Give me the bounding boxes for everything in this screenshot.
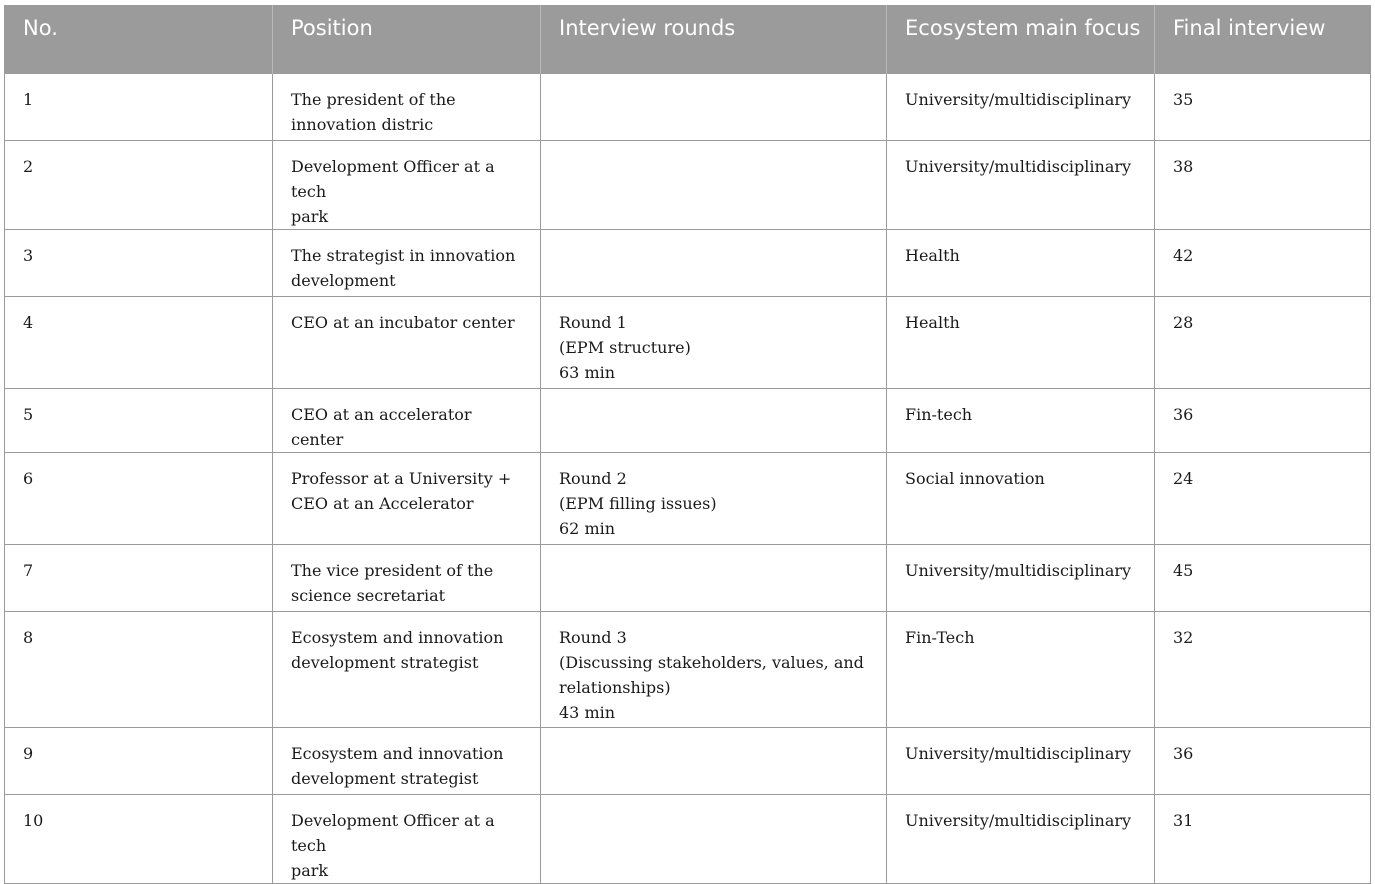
cell-position-line: CEO at an accelerator center (291, 404, 472, 449)
table-row (5, 544, 1371, 611)
cell-position-line: The strategist in innovation (291, 245, 516, 265)
cell-no: 6 (5, 452, 273, 544)
cell-position-line: development strategist (291, 652, 479, 672)
cell-position-line: park (291, 206, 329, 226)
table-row (5, 296, 1371, 388)
cell-position (273, 73, 541, 140)
cell-position (273, 388, 541, 452)
cell-position-line: Professor at a University + (291, 468, 512, 488)
cell-position-line: CEO at an incubator center (291, 312, 515, 332)
cell-final-interview: 36 (1155, 727, 1371, 794)
cell-no: 1 (5, 73, 273, 140)
header-interview-rounds: Interview rounds (541, 5, 887, 73)
table-row (5, 388, 1371, 452)
cell-position-line: science secretariat (291, 585, 446, 605)
cell-ecosystem-focus: Social innovation (887, 452, 1155, 544)
interview-table (4, 5, 1371, 884)
cell-position (273, 727, 541, 794)
table-row (5, 794, 1371, 883)
cell-final-interview: 45 (1155, 544, 1371, 611)
cell-final-interview: 42 (1155, 229, 1371, 296)
cell-final-interview: 32 (1155, 611, 1371, 727)
cell-position-line: development (291, 270, 396, 290)
cell-interview-rounds (541, 544, 887, 611)
cell-position-line: Development Officer at a tech (291, 156, 495, 201)
cell-ecosystem-focus: University/multidisciplinary (887, 794, 1155, 883)
cell-ecosystem-focus: Health (887, 296, 1155, 388)
cell-interview-rounds-line: (EPM filling issues) (559, 493, 717, 513)
cell-final-interview: 35 (1155, 73, 1371, 140)
cell-no: 7 (5, 544, 273, 611)
cell-position (273, 544, 541, 611)
cell-final-interview: 24 (1155, 452, 1371, 544)
cell-position (273, 296, 541, 388)
cell-position (273, 452, 541, 544)
cell-position-line: The vice president of the (291, 560, 494, 580)
cell-final-interview: 36 (1155, 388, 1371, 452)
table-row (5, 140, 1371, 229)
table-row (5, 73, 1371, 140)
cell-interview-rounds (541, 140, 887, 229)
cell-interview-rounds-line: (EPM structure) (559, 337, 691, 357)
cell-ecosystem-focus: University/multidisciplinary (887, 73, 1155, 140)
cell-interview-rounds (541, 794, 887, 883)
cell-interview-rounds (541, 452, 887, 544)
cell-interview-rounds-line: Round 3 (559, 627, 627, 647)
cell-ecosystem-focus: Health (887, 229, 1155, 296)
cell-position-line: CEO at an Accelerator (291, 493, 474, 513)
cell-position (273, 611, 541, 727)
header-row (5, 5, 1371, 73)
header-final-interview: Final interview (1155, 5, 1371, 73)
cell-no: 8 (5, 611, 273, 727)
cell-position-line: Ecosystem and innovation (291, 743, 504, 763)
cell-ecosystem-focus: University/multidisciplinary (887, 727, 1155, 794)
cell-position-line: Development Officer at a tech (291, 810, 495, 855)
cell-position (273, 229, 541, 296)
cell-no: 3 (5, 229, 273, 296)
cell-final-interview: 38 (1155, 140, 1371, 229)
cell-ecosystem-focus: Fin-tech (887, 388, 1155, 452)
table-header (5, 5, 1371, 73)
cell-position-line: The president of the (291, 89, 456, 109)
header-no: No. (5, 5, 273, 73)
cell-no: 10 (5, 794, 273, 883)
cell-interview-rounds (541, 611, 887, 727)
cell-final-interview: 31 (1155, 794, 1371, 883)
cell-position-line: park (291, 860, 329, 880)
cell-interview-rounds-line: Round 1 (559, 312, 627, 332)
cell-interview-rounds (541, 229, 887, 296)
cell-position-line: innovation distric (291, 114, 434, 134)
cell-interview-rounds-line: 63 min (559, 362, 616, 382)
cell-interview-rounds (541, 296, 887, 388)
cell-interview-rounds-line: relationships) (559, 677, 671, 697)
cell-interview-rounds (541, 388, 887, 452)
cell-interview-rounds-line: Round 2 (559, 468, 627, 488)
cell-no: 5 (5, 388, 273, 452)
cell-no: 9 (5, 727, 273, 794)
cell-ecosystem-focus: University/multidisciplinary (887, 140, 1155, 229)
cell-no: 4 (5, 296, 273, 388)
cell-no: 2 (5, 140, 273, 229)
table-row (5, 727, 1371, 794)
table-row (5, 229, 1371, 296)
cell-interview-rounds-line: (Discussing stakeholders, values, and (559, 652, 864, 672)
table-row (5, 611, 1371, 727)
cell-ecosystem-focus: Fin-Tech (887, 611, 1155, 727)
cell-interview-rounds (541, 727, 887, 794)
cell-interview-rounds-line: 43 min (559, 702, 616, 722)
cell-ecosystem-focus: University/multidisciplinary (887, 544, 1155, 611)
header-ecosystem-focus: Ecosystem main focus (887, 5, 1155, 73)
cell-position (273, 794, 541, 883)
cell-position-line: development strategist (291, 768, 479, 788)
cell-position (273, 140, 541, 229)
cell-interview-rounds (541, 73, 887, 140)
cell-interview-rounds-line: 62 min (559, 518, 616, 538)
cell-final-interview: 28 (1155, 296, 1371, 388)
table-row (5, 452, 1371, 544)
table-body (5, 73, 1371, 883)
header-position: Position (273, 5, 541, 73)
cell-position-line: Ecosystem and innovation (291, 627, 504, 647)
